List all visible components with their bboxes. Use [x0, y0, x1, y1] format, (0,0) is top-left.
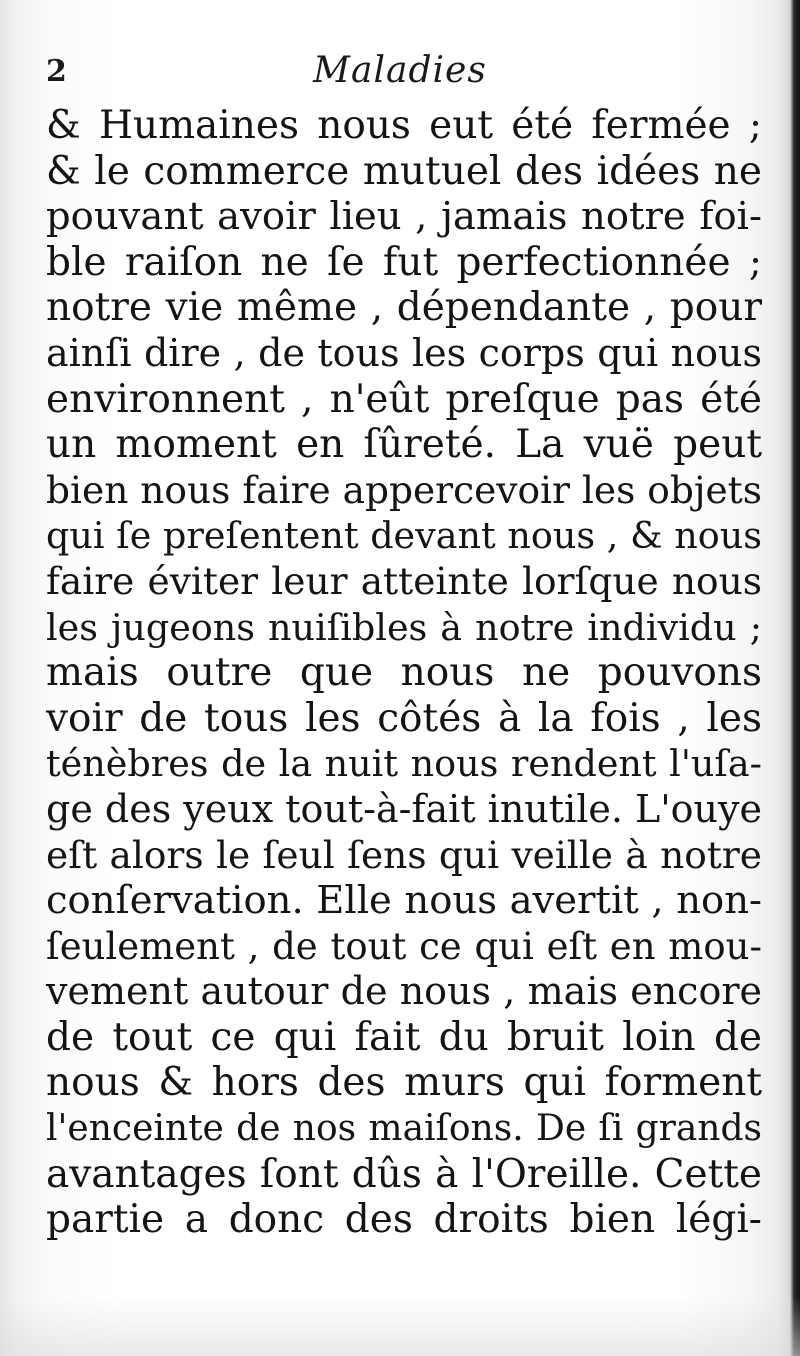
text-line: nous & hors des murs qui forment	[46, 1060, 762, 1106]
text-line: & le commerce mutuel des idées ne	[46, 148, 762, 194]
text-line: pouvant avoir lieu , jamais notre foi-	[46, 194, 762, 240]
text-line: partie a donc des droits bien légi-	[46, 1197, 762, 1243]
text-line: vement autour de nous , mais encore	[46, 969, 762, 1014]
text-line: mais outre que nous ne pouvons	[46, 650, 762, 696]
text-line: ble raiſon ne ſe fut perfectionnée ;	[46, 239, 762, 285]
text-line: avantages ſont dûs à l'Oreille. Cette	[46, 1151, 762, 1197]
text-line: conſervation. Elle nous avertit , non-	[46, 878, 762, 924]
text-line: un moment en ſûreté. La vuë peut	[46, 422, 762, 468]
text-line: notre vie même , dépendante , pour	[46, 285, 762, 331]
text-line: voir de tous les côtés à la fois , les	[46, 695, 762, 741]
text-line: ſeulement , de tout ce qui eſt en mou-	[46, 924, 762, 968]
text-line: ainſi dire , de tous les corps qui nous	[46, 330, 762, 375]
page-number: 2	[46, 54, 67, 89]
text-line: bien nous faire appercevoir les objets	[46, 467, 762, 512]
text-line: ge des yeux tout-à-fait inutile. L'ouye	[46, 786, 762, 831]
text-line: environnent , n'eût preſque pas été	[46, 376, 762, 422]
running-head: Maladies	[313, 50, 487, 91]
page-header	[40, 50, 760, 100]
text-line: faire éviter leur atteinte lorſque nous	[46, 558, 762, 603]
body-text	[46, 103, 762, 1243]
text-line: eſt alors le ſeul ſens qui veille à notre	[46, 832, 762, 877]
text-line: qui ſe preſentent devant nous , & nous	[46, 514, 762, 558]
text-line: l'enceinte de nos maiſons. De ſi grands	[46, 1108, 762, 1150]
text-line: & Humaines nous eut été fermée ;	[46, 103, 762, 148]
text-line: ténèbres de la nuit nous rendent l'uſa-	[46, 742, 762, 786]
text-line: les jugeons nuiſibles à notre individu ;	[46, 605, 762, 649]
text-line: de tout ce qui fait du bruit loin de	[46, 1014, 762, 1060]
